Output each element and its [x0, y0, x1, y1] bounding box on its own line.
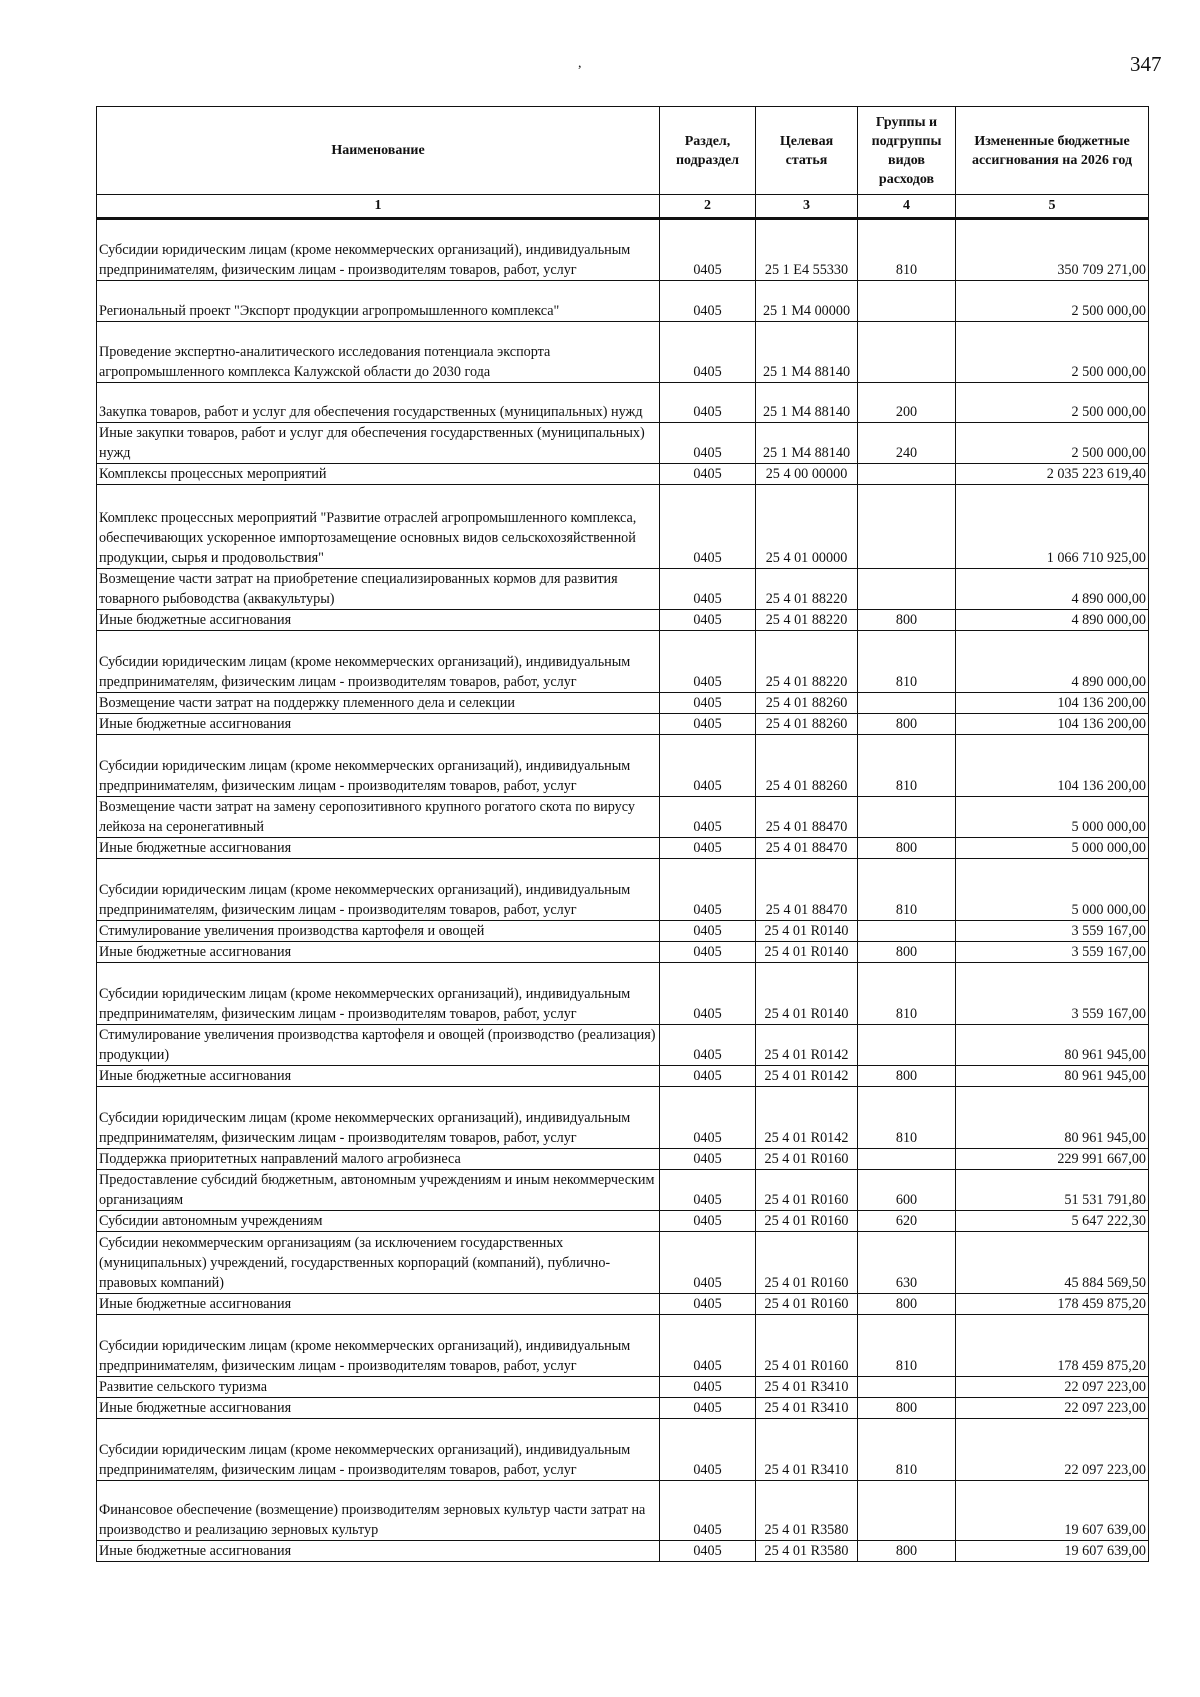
row-expense-group: 800: [858, 714, 956, 735]
row-amount: 178 459 875,20: [956, 1315, 1149, 1377]
row-expense-group: [858, 569, 956, 610]
row-section-code: 0405: [660, 963, 756, 1025]
row-target-article: 25 1 M4 88140: [756, 383, 858, 423]
row-section-code: 0405: [660, 219, 756, 281]
header-group: Группы и подгруппы видов расходов: [858, 107, 956, 195]
row-amount: 104 136 200,00: [956, 735, 1149, 797]
budget-table: [96, 106, 1149, 1562]
row-target-article: 25 4 01 R0140: [756, 921, 858, 942]
table-row: [97, 921, 1149, 942]
row-expense-group: [858, 281, 956, 322]
row-name: Субсидии юридическим лицам (кроме некоммерческих организаций), индивидуальным предпринимателям, физическим лицам - производителям товаров, работ, услуг: [97, 859, 660, 921]
row-target-article: 25 4 01 R3410: [756, 1377, 858, 1398]
row-section-code: 0405: [660, 1025, 756, 1066]
row-amount: 22 097 223,00: [956, 1377, 1149, 1398]
row-expense-group: 800: [858, 1066, 956, 1087]
row-amount: 178 459 875,20: [956, 1294, 1149, 1315]
row-section-code: 0405: [660, 383, 756, 423]
row-section-code: 0405: [660, 485, 756, 569]
row-expense-group: 810: [858, 1087, 956, 1149]
table-row: [97, 1419, 1149, 1481]
row-target-article: 25 4 01 R0160: [756, 1294, 858, 1315]
table-row: [97, 610, 1149, 631]
table-row: [97, 383, 1149, 423]
row-expense-group: [858, 1481, 956, 1541]
row-target-article: 25 4 00 00000: [756, 464, 858, 485]
table-row: [97, 631, 1149, 693]
column-number: 1: [97, 195, 660, 219]
row-section-code: 0405: [660, 1087, 756, 1149]
column-number: 5: [956, 195, 1149, 219]
row-amount: 51 531 791,80: [956, 1170, 1149, 1211]
table-header: [97, 107, 1149, 219]
row-target-article: 25 4 01 88470: [756, 838, 858, 859]
row-name: Иные бюджетные ассигнования: [97, 1066, 660, 1087]
table-row: [97, 1315, 1149, 1377]
row-amount: 22 097 223,00: [956, 1398, 1149, 1419]
row-amount: 19 607 639,00: [956, 1541, 1149, 1562]
row-name: Комплекс процессных мероприятий "Развитие отраслей агропромышленного комплекса, обеспечивающих ускоренное импортозамещение основных видов сельскохозяйственной продукции, сырья и продовольствия": [97, 485, 660, 569]
row-name: Иные бюджетные ассигнования: [97, 714, 660, 735]
row-expense-group: 600: [858, 1170, 956, 1211]
table-row: [97, 485, 1149, 569]
row-expense-group: 810: [858, 219, 956, 281]
row-section-code: 0405: [660, 1481, 756, 1541]
row-name: Предоставление субсидий бюджетным, автономным учреждениям и иным некоммерческим организациям: [97, 1170, 660, 1211]
row-name: Субсидии юридическим лицам (кроме некоммерческих организаций), индивидуальным предпринимателям, физическим лицам - производителям товаров, работ, услуг: [97, 1315, 660, 1377]
row-amount: 2 500 000,00: [956, 322, 1149, 383]
row-target-article: 25 4 01 R3410: [756, 1398, 858, 1419]
row-amount: 4 890 000,00: [956, 610, 1149, 631]
table-row: [97, 219, 1149, 281]
scan-mark: ,: [578, 56, 582, 71]
row-section-code: 0405: [660, 281, 756, 322]
row-section-code: 0405: [660, 1541, 756, 1562]
row-amount: 104 136 200,00: [956, 693, 1149, 714]
row-name: Возмещение части затрат на поддержку племенного дела и селекции: [97, 693, 660, 714]
row-target-article: 25 4 01 R0160: [756, 1149, 858, 1170]
row-section-code: 0405: [660, 1398, 756, 1419]
row-target-article: 25 4 01 R0140: [756, 963, 858, 1025]
row-name: Иные закупки товаров, работ и услуг для обеспечения государственных (муниципальных) нужд: [97, 423, 660, 464]
row-target-article: 25 4 01 88260: [756, 693, 858, 714]
row-name: Субсидии юридическим лицам (кроме некоммерческих организаций), индивидуальным предпринимателям, физическим лицам - производителям товаров, работ, услуг: [97, 1419, 660, 1481]
row-section-code: 0405: [660, 838, 756, 859]
column-number: 4: [858, 195, 956, 219]
row-section-code: 0405: [660, 322, 756, 383]
row-expense-group: 810: [858, 735, 956, 797]
row-amount: 1 066 710 925,00: [956, 485, 1149, 569]
row-amount: 19 607 639,00: [956, 1481, 1149, 1541]
table-row: [97, 1377, 1149, 1398]
row-amount: 80 961 945,00: [956, 1087, 1149, 1149]
table-row: [97, 1398, 1149, 1419]
row-name: Закупка товаров, работ и услуг для обеспечения государственных (муниципальных) нужд: [97, 383, 660, 423]
row-amount: 2 035 223 619,40: [956, 464, 1149, 485]
row-section-code: 0405: [660, 569, 756, 610]
row-name: Субсидии автономным учреждениям: [97, 1211, 660, 1232]
row-section-code: 0405: [660, 1294, 756, 1315]
row-amount: 104 136 200,00: [956, 714, 1149, 735]
table-row: [97, 714, 1149, 735]
row-name: Иные бюджетные ассигнования: [97, 1294, 660, 1315]
row-target-article: 25 4 01 R0140: [756, 942, 858, 963]
row-target-article: 25 4 01 88260: [756, 714, 858, 735]
table-row: [97, 569, 1149, 610]
row-section-code: 0405: [660, 735, 756, 797]
row-name: Субсидии юридическим лицам (кроме некоммерческих организаций), индивидуальным предпринимателям, физическим лицам - производителям товаров, работ, услуг: [97, 735, 660, 797]
row-name: Региональный проект "Экспорт продукции агропромышленного комплекса": [97, 281, 660, 322]
row-amount: 45 884 569,50: [956, 1232, 1149, 1294]
row-expense-group: [858, 797, 956, 838]
row-section-code: 0405: [660, 1211, 756, 1232]
row-amount: 5 000 000,00: [956, 859, 1149, 921]
table-row: [97, 1066, 1149, 1087]
row-amount: 4 890 000,00: [956, 569, 1149, 610]
row-expense-group: [858, 485, 956, 569]
row-section-code: 0405: [660, 610, 756, 631]
row-target-article: 25 1 M4 00000: [756, 281, 858, 322]
row-expense-group: 810: [858, 963, 956, 1025]
row-section-code: 0405: [660, 423, 756, 464]
row-target-article: 25 1 E4 55330: [756, 219, 858, 281]
row-target-article: 25 4 01 88260: [756, 735, 858, 797]
row-name: Иные бюджетные ассигнования: [97, 610, 660, 631]
row-name: Поддержка приоритетных направлений малого агробизнеса: [97, 1149, 660, 1170]
row-target-article: 25 4 01 R0160: [756, 1232, 858, 1294]
row-target-article: 25 4 01 R0160: [756, 1315, 858, 1377]
row-expense-group: [858, 1025, 956, 1066]
row-name: Проведение экспертно-аналитического исследования потенциала экспорта агропромышленного комплекса Калужской области до 2030 года: [97, 322, 660, 383]
row-section-code: 0405: [660, 1377, 756, 1398]
row-target-article: 25 4 01 R3410: [756, 1419, 858, 1481]
header-target: Целевая статья: [756, 107, 858, 195]
row-amount: 2 500 000,00: [956, 423, 1149, 464]
table-row: [97, 1481, 1149, 1541]
table-row: [97, 464, 1149, 485]
header-name: Наименование: [97, 107, 660, 195]
table-row: [97, 281, 1149, 322]
row-name: Развитие сельского туризма: [97, 1377, 660, 1398]
row-amount: 80 961 945,00: [956, 1025, 1149, 1066]
row-name: Стимулирование увеличения производства картофеля и овощей: [97, 921, 660, 942]
table-row: [97, 322, 1149, 383]
row-target-article: 25 4 01 R0142: [756, 1025, 858, 1066]
row-name: Субсидии некоммерческим организациям (за исключением государственных (муниципальных) учреждений, государственных корпораций (компаний), публично-правовых компаний): [97, 1232, 660, 1294]
table-body: [97, 219, 1149, 1562]
row-amount: 350 709 271,00: [956, 219, 1149, 281]
row-amount: 5 647 222,30: [956, 1211, 1149, 1232]
row-expense-group: 810: [858, 631, 956, 693]
row-expense-group: [858, 322, 956, 383]
row-expense-group: 810: [858, 1419, 956, 1481]
table-row: [97, 1541, 1149, 1562]
table-row: [97, 423, 1149, 464]
row-section-code: 0405: [660, 714, 756, 735]
row-amount: 5 000 000,00: [956, 838, 1149, 859]
column-number: 3: [756, 195, 858, 219]
row-name: Стимулирование увеличения производства картофеля и овощей (производство (реализация) продукции): [97, 1025, 660, 1066]
row-expense-group: 800: [858, 1541, 956, 1562]
row-expense-group: [858, 693, 956, 714]
row-expense-group: 810: [858, 1315, 956, 1377]
table-row: [97, 838, 1149, 859]
row-target-article: 25 4 01 R3580: [756, 1481, 858, 1541]
row-section-code: 0405: [660, 859, 756, 921]
table-row: [97, 1025, 1149, 1066]
row-amount: 3 559 167,00: [956, 963, 1149, 1025]
row-name: Иные бюджетные ассигнования: [97, 1398, 660, 1419]
row-expense-group: 800: [858, 1398, 956, 1419]
row-expense-group: 800: [858, 838, 956, 859]
row-expense-group: 800: [858, 942, 956, 963]
row-expense-group: [858, 1377, 956, 1398]
row-target-article: 25 1 M4 88140: [756, 322, 858, 383]
row-section-code: 0405: [660, 942, 756, 963]
row-amount: 5 000 000,00: [956, 797, 1149, 838]
row-name: Иные бюджетные ассигнования: [97, 1541, 660, 1562]
row-name: Субсидии юридическим лицам (кроме некоммерческих организаций), индивидуальным предпринимателям, физическим лицам - производителям товаров, работ, услуг: [97, 219, 660, 281]
row-target-article: 25 4 01 88220: [756, 631, 858, 693]
row-amount: 4 890 000,00: [956, 631, 1149, 693]
table-row: [97, 797, 1149, 838]
row-amount: 229 991 667,00: [956, 1149, 1149, 1170]
table-row: [97, 1149, 1149, 1170]
row-name: Финансовое обеспечение (возмещение) производителям зерновых культур части затрат на производство и реализацию зерновых культур: [97, 1481, 660, 1541]
row-section-code: 0405: [660, 1170, 756, 1211]
page-number: 347: [1130, 52, 1162, 76]
row-section-code: 0405: [660, 1066, 756, 1087]
row-target-article: 25 4 01 R0142: [756, 1087, 858, 1149]
row-name: Иные бюджетные ассигнования: [97, 942, 660, 963]
header-section: Раздел, подраздел: [660, 107, 756, 195]
row-name: Субсидии юридическим лицам (кроме некоммерческих организаций), индивидуальным предпринимателям, физическим лицам - производителям товаров, работ, услуг: [97, 631, 660, 693]
table-row: [97, 693, 1149, 714]
row-target-article: 25 4 01 R3580: [756, 1541, 858, 1562]
row-name: Возмещение части затрат на приобретение специализированных кормов для развития товарного рыбоводства (аквакультуры): [97, 569, 660, 610]
row-expense-group: 800: [858, 610, 956, 631]
row-name: Комплексы процессных мероприятий: [97, 464, 660, 485]
row-section-code: 0405: [660, 693, 756, 714]
row-expense-group: 200: [858, 383, 956, 423]
row-target-article: 25 4 01 88470: [756, 859, 858, 921]
row-target-article: 25 4 01 R0142: [756, 1066, 858, 1087]
table-row: [97, 735, 1149, 797]
row-target-article: 25 4 01 R0160: [756, 1211, 858, 1232]
row-section-code: 0405: [660, 464, 756, 485]
row-amount: 22 097 223,00: [956, 1419, 1149, 1481]
row-name: Иные бюджетные ассигнования: [97, 838, 660, 859]
table-row: [97, 1087, 1149, 1149]
row-name: Субсидии юридическим лицам (кроме некоммерческих организаций), индивидуальным предпринимателям, физическим лицам - производителям товаров, работ, услуг: [97, 963, 660, 1025]
row-section-code: 0405: [660, 631, 756, 693]
row-amount: 3 559 167,00: [956, 921, 1149, 942]
row-section-code: 0405: [660, 1419, 756, 1481]
row-target-article: 25 4 01 00000: [756, 485, 858, 569]
row-target-article: 25 4 01 88470: [756, 797, 858, 838]
row-section-code: 0405: [660, 1232, 756, 1294]
row-target-article: 25 1 M4 88140: [756, 423, 858, 464]
row-amount: 80 961 945,00: [956, 1066, 1149, 1087]
row-amount: 3 559 167,00: [956, 942, 1149, 963]
row-expense-group: 630: [858, 1232, 956, 1294]
table-row: [97, 942, 1149, 963]
row-section-code: 0405: [660, 1149, 756, 1170]
row-expense-group: 240: [858, 423, 956, 464]
row-section-code: 0405: [660, 921, 756, 942]
row-expense-group: [858, 464, 956, 485]
row-expense-group: 620: [858, 1211, 956, 1232]
row-target-article: 25 4 01 88220: [756, 569, 858, 610]
row-section-code: 0405: [660, 797, 756, 838]
row-section-code: 0405: [660, 1315, 756, 1377]
table-row: [97, 963, 1149, 1025]
row-expense-group: [858, 1149, 956, 1170]
column-number: 2: [660, 195, 756, 219]
table-row: [97, 1232, 1149, 1294]
row-expense-group: 800: [858, 1294, 956, 1315]
header-amount: Измененные бюджетные ассигнования на 2026 год: [956, 107, 1149, 195]
table-row: [97, 1170, 1149, 1211]
table-row: [97, 859, 1149, 921]
table-row: [97, 1294, 1149, 1315]
row-expense-group: 810: [858, 859, 956, 921]
row-amount: 2 500 000,00: [956, 281, 1149, 322]
row-expense-group: [858, 921, 956, 942]
row-amount: 2 500 000,00: [956, 383, 1149, 423]
row-name: Субсидии юридическим лицам (кроме некоммерческих организаций), индивидуальным предпринимателям, физическим лицам - производителям товаров, работ, услуг: [97, 1087, 660, 1149]
row-name: Возмещение части затрат на замену серопозитивного крупного рогатого скота по вирусу лейкоза на серонегативный: [97, 797, 660, 838]
row-target-article: 25 4 01 R0160: [756, 1170, 858, 1211]
row-target-article: 25 4 01 88220: [756, 610, 858, 631]
table-row: [97, 1211, 1149, 1232]
